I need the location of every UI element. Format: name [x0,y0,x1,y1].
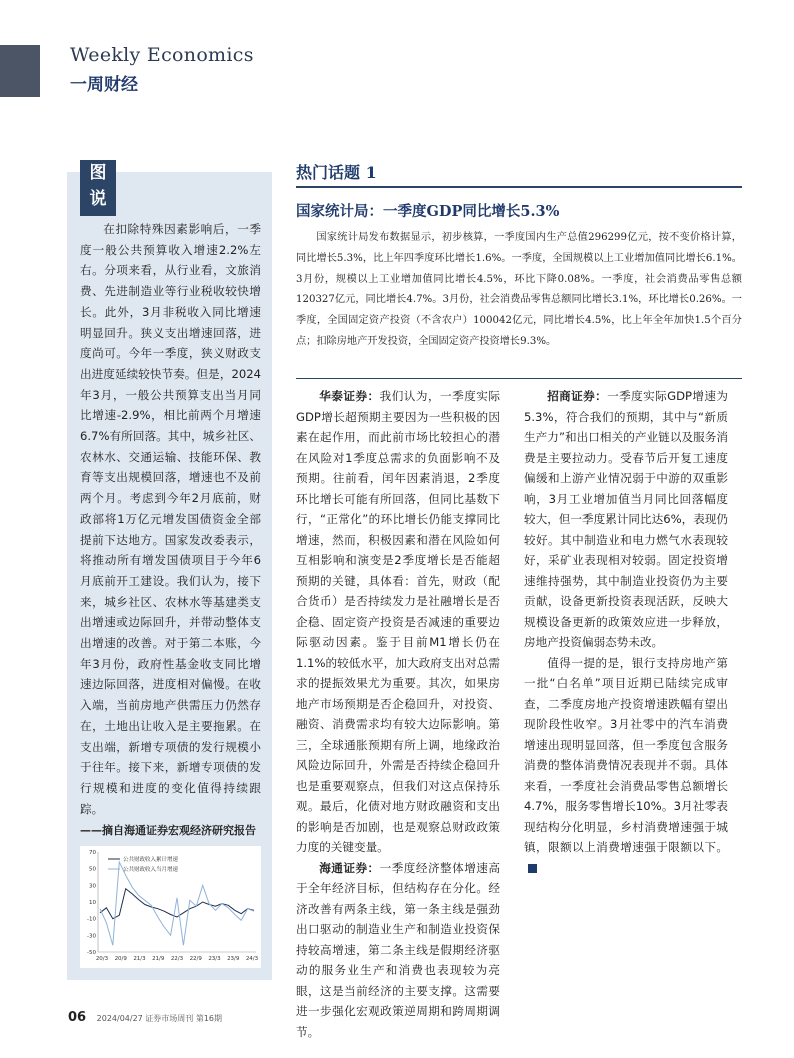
end-of-article-icon [528,864,537,873]
sidebar-body: 在扣除特殊因素影响后，一季度一般公共预算收入增速2.2%左右。分项来看，从行业看，文旅消费、先进制造业等行业税收较快增长。此外，3月非税收入同比增速明显回升。狭义支出增速回落，进度尚可。今年一季度，狭义财政支出进度延续较快节奏。但是，2024年3月，一般公共预算支出当月同比增速-2.9%，相比前两个月增速6.7%有所回落。其中，城乡社区、农林水、交通运输、技能环保、教育等支出规模回落，增速也不及前两个月。考虑到今年2月底前，财政部将1万亿元增发国债资金全部提前下达地方。国家发改委表示，将推动所有增发国债项目于今年6月底前开工建设。我们认为，接下来，城乡社区、农林水等基建类支出增速或边际回升，并带动整体支出增速的改善。对于第二本账，今年3月份，政府性基金收支同比增速边际回落，进度相对偏慢。在收入端，当前房地产供需压力仍然存在，土地出让收入是主要拖累。在支出端，新增专项债的发行规模小于往年。接下来，新增专项债的发行规模和进度的变化值得持续跟踪。 [80,222,261,816]
page-footer [68,1010,222,1025]
summary-divider [296,378,742,379]
magazine-section-cn: 一周财经 [70,75,138,95]
header-accent-block [0,45,40,97]
series-line [100,862,254,945]
paragraph-zhaoshang [524,386,728,653]
paragraph-huatai-text: 我们认为，一季度实际GDP增长超预期主要因为一些积极的因素在起作用，而此前市场比较担心的潜在风险对1季度总需求的负面影响不及预期。往前看，闰年因素消退，2季度环比增长可能有所回落，但同比基数下行，“正常化”的环比增长仍能支撑同比增速，然而，积极因素和潜在风险如何互相影响和演变是2季度增长是否能超预期的关键，具体看：首先，财政（配合货币）是否持续发力是社融增长是否企稳、固定资产投资是否减速的重要边际驱动因素。鉴于目前M1增长仍在1.1%的较低水平，加大政府支出对总需求的提振效果尤为重要。其次，如果房地产市场预期是否企稳回升，对投资、融资、消费需求均有较大边际影响。第三，全球通胀预期有所上调，地缘政治风险边际回升，外需是否持续企稳回升也是重要观察点，但我们对这点保持乐观。最后，化债对地方财政融资和支出的影响是否加剧，也是观察总财政政策力度的关键变量。 [296,389,500,854]
y-tick-label: 70 [89,850,96,856]
page-number: 06 [68,1010,87,1025]
article-column-2 [524,386,728,878]
y-tick-label: 50 [89,866,96,873]
paragraph-closing-text: 值得一提的是，银行支持房地产第一批“白名单”项目近期已陆续完成审查，二季度房地产投资增速跌幅有望出现阶段性收窄。3月社零中的汽车消费增速出现明显回落，但一季度包含服务消费的整体消费情况表现并不弱。具体来看，一季度社会消费品零售总额增长4.7%，服务零售增长10%。3月社零表现结构分化明显，乡村消费增速强于城镇，限额以上消费增速强于限额以下。 [524,655,728,854]
sidebar-tag-char: 图 [89,163,107,183]
x-tick-label: 23/3 [208,956,221,962]
y-tick-label: 30 [89,883,96,890]
y-tick-label: 10 [89,900,96,906]
series-line [100,889,254,919]
source-haitong: 海通证券： [319,860,380,875]
issue-date: 2024/04/27 [96,1014,143,1023]
x-tick-label: 20/9 [114,956,127,962]
article-summary: 国家统计局发布数据显示，初步核算，一季度国内生产总值296299亿元，按不变价格计算，同比增长5.3%，比上年四季度环比增长1.6%。一季度，全国规模以上工业增加值同比增长6.1%。3月份，规模以上工业增加值同比增长4.5%，环比下降0.08%。一季度，社会消费品零售总额120327亿元，同比增长4.7%。3月份，社会消费品零售总额同比增长3.1%，环比增长0.26%。一季度，全国固定资产投资（不含农户）100042亿元，同比增长4.5%，比上年全年加快1.5个百分点；扣除房地产开发投资，全国固定资产投资增长9.3%。 [296,232,742,347]
source-huatai: 华泰证券： [319,389,380,403]
x-tick-label: 22/9 [189,956,202,962]
x-tick-label: 21/3 [133,956,146,962]
article-column-1 [296,386,500,1042]
sidebar-tag [80,160,116,216]
legend-label: 公共财政收入累计增速 [123,857,179,863]
legend-label: 公共财政收入当月增速 [123,867,179,873]
article-headline: 国家统计局：一季度GDP同比增长5.3% [296,203,560,220]
topic-title: 热门话题 1 [296,163,377,182]
y-tick-label: -50 [87,950,96,956]
paragraph-zhaoshang-text: 一季度实际GDP增速为5.3%，符合我们的预期，其中与“新质生产力”和出口相关的产业链以及服务消费是主要拉动力。受春节后开复工速度偏缓和上游产业情况弱于中游的双重影响，3月工业增加值当月同比回落幅度较大，但一季度累计同比达6%，表现仍较好。其中制造业和电力燃气水表现较好，采矿业表现相对较弱。固定投资增速维持强势，其中制造业投资仍为主要贡献，设备更新投资表现活跃，反映大规模设备更新的政策效应进一步释放，房地产投资偏弱态势未改。 [524,389,728,649]
x-tick-label: 20/3 [95,956,109,962]
y-tick-label: -30 [87,933,96,940]
sidebar-tag-text [80,160,116,212]
x-tick-label: 23/9 [227,956,240,962]
chart-svg [80,846,261,968]
paragraph-haitong [296,858,500,1043]
y-tick-label: -10 [87,916,96,923]
paragraph-haitong-text: 一季度经济整体增速高于全年经济目标，但结构存在分化。经济改善有两条主线，第一条主线是强劲出口驱动的制造业生产和制造业投资保持较高增速，第二条主线是假期经济驱动的服务业生产和消费也表现较为亮眼，这是当前经济的主要支撑。这需要进一步强化宏观政策逆周期和跨周期调节。 [296,860,500,1039]
publication-name: 证券市场周刊 [145,1014,194,1023]
topic-divider [296,186,742,188]
paragraph-huatai [296,386,500,858]
sidebar-tag-char: 说 [89,189,107,209]
x-tick-label: 22/3 [170,956,184,962]
x-tick-label: 24/3 [245,956,259,962]
issue-number: 第16期 [195,1014,223,1023]
magazine-section-en: Weekly Economics [70,44,254,66]
x-tick-label: 21/9 [152,956,165,962]
revenue-growth-chart [80,846,261,968]
sidebar-source: ——摘自海通证券宏观经济研究报告 [80,824,256,837]
paragraph-closing [524,653,728,879]
source-zhaoshang: 招商证券： [547,389,608,403]
